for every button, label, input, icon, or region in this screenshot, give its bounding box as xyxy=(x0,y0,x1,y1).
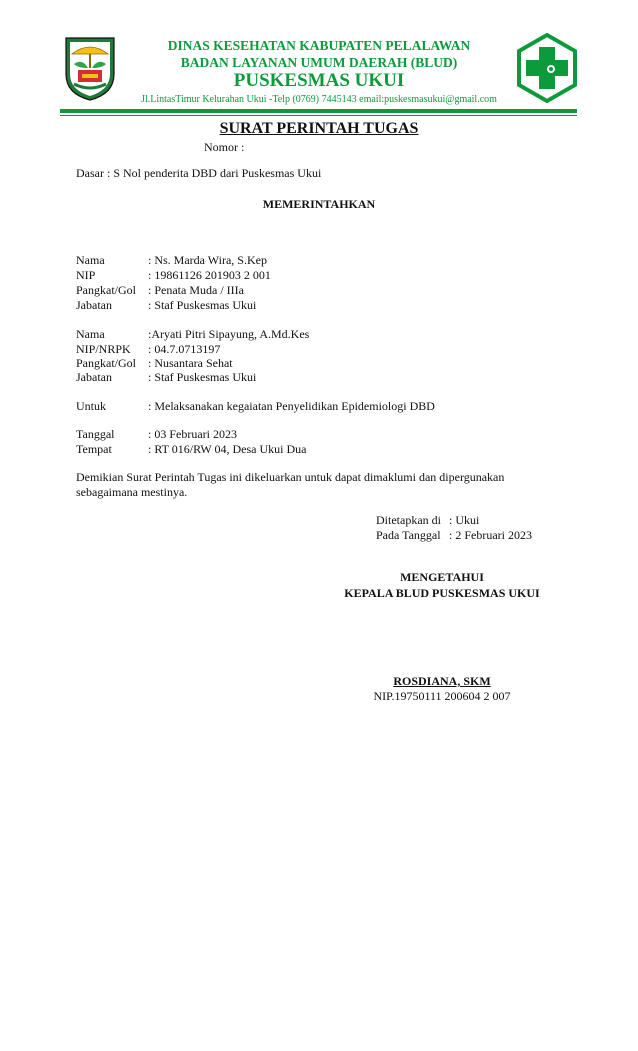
tempat-label: Tempat xyxy=(76,442,112,456)
signatory-position: KEPALA BLUD PUSKESMAS UKUI xyxy=(344,586,540,600)
document-number: Nomor : xyxy=(204,140,245,154)
tanggal-label: Tanggal xyxy=(76,427,115,441)
header-unit: BADAN LAYANAN UMUM DAERAH (BLUD) xyxy=(180,55,458,70)
person1-pangkat-value: : Penata Muda / IIIa xyxy=(148,283,244,297)
tanggal-value: : 03 Februari 2023 xyxy=(148,427,237,441)
person1-nip-label: NIP xyxy=(76,268,96,282)
person2-jabatan-label: Jabatan xyxy=(76,370,112,384)
person2-pangkat-value: : Nusantara Sehat xyxy=(148,356,233,370)
untuk-label: Untuk xyxy=(76,399,106,413)
signature-date-label: Pada Tanggal xyxy=(376,528,441,542)
header-divider-thick xyxy=(60,109,577,113)
signatory-name: ROSDIANA, SKM xyxy=(393,674,491,688)
ditetapkan-value: : Ukui xyxy=(449,513,480,527)
person1-nama-value: : Ns. Marda Wira, S.Kep xyxy=(148,253,267,267)
header-institution: PUSKESMAS UKUI xyxy=(233,70,405,91)
header-address: Jl.LintasTimur Kelurahan Ukui -Telp (0769) 7445143 email:puskesmasukui@gmail.com xyxy=(141,94,497,105)
person1-pangkat-label: Pangkat/Gol xyxy=(76,283,136,297)
closing-line-1: Demikian Surat Perintah Tugas ini dikeluarkan untuk dapat dimaklumi dan dipergunakan xyxy=(76,470,505,484)
person1-jabatan-label: Jabatan xyxy=(76,298,112,312)
mengetahui-heading: MENGETAHUI xyxy=(400,570,484,584)
dasar-text: Dasar : S Nol penderita DBD dari Puskesmas Ukui xyxy=(76,166,322,180)
header-divider-thin xyxy=(60,115,577,116)
person2-nip-value: : 04.7.0713197 xyxy=(148,342,221,356)
person2-nama-label: Nama xyxy=(76,327,105,341)
person2-pangkat-label: Pangkat/Gol xyxy=(76,356,136,370)
ditetapkan-label: Ditetapkan di xyxy=(376,513,441,527)
person2-nama-value: :Aryati Pitri Sipayung, A.Md.Kes xyxy=(148,327,310,341)
tempat-value: : RT 016/RW 04, Desa Ukui Dua xyxy=(148,442,307,456)
person1-nip-value: : 19861126 201903 2 001 xyxy=(148,268,271,282)
document-title: SURAT PERINTAH TUGAS xyxy=(219,120,419,137)
instruction-heading: MEMERINTAHKAN xyxy=(262,197,376,211)
untuk-value: : Melaksanakan kegaiatan Penyelidikan Epidemiologi DBD xyxy=(148,399,435,413)
signatory-nip: NIP.19750111 200604 2 007 xyxy=(373,689,511,703)
signature-date-value: : 2 Februari 2023 xyxy=(449,528,532,542)
person2-nip-label: NIP/NRPK xyxy=(76,342,131,356)
person2-jabatan-value: : Staf Puskesmas Ukui xyxy=(148,370,257,384)
closing-line-2: sebagaimana mestinya. xyxy=(76,485,188,499)
person1-nama-label: Nama xyxy=(76,253,105,267)
person1-jabatan-value: : Staf Puskesmas Ukui xyxy=(148,298,257,312)
header-agency: DINAS KESEHATAN KABUPATEN PELALAWAN xyxy=(167,38,471,53)
